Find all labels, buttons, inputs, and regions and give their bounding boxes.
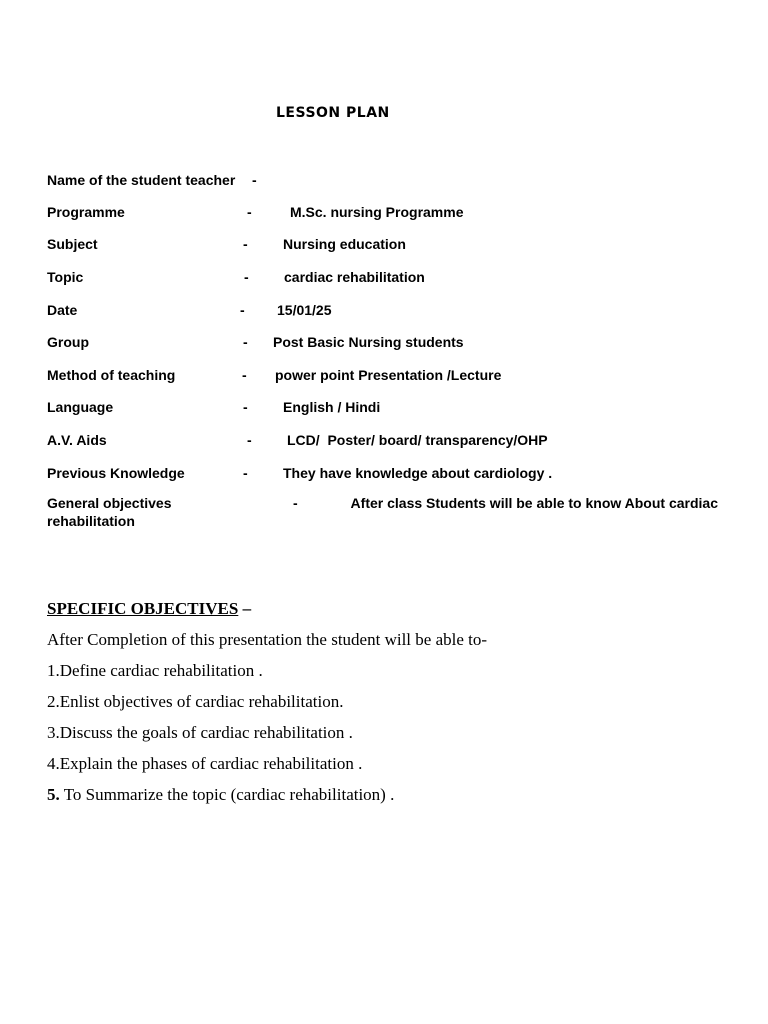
field-row-student-teacher	[0, 172, 768, 192]
field-dash: -	[243, 236, 248, 252]
field-row-method	[0, 367, 768, 387]
field-value: English / Hindi	[283, 399, 381, 415]
field-value-continued: rehabilitation	[47, 513, 135, 529]
field-label: Previous Knowledge	[47, 465, 185, 481]
field-value: After class Students will be able to know About cardiac	[350, 495, 718, 511]
field-row-av-aids	[0, 432, 768, 452]
field-dash: -	[243, 465, 248, 481]
field-value: M.Sc. nursing Programme	[290, 204, 464, 220]
objective-number: 5.	[47, 785, 60, 804]
field-label: Topic	[47, 269, 84, 285]
specific-objectives-heading	[47, 598, 727, 629]
objective-item: 2.Enlist objectives of cardiac rehabilitation.	[47, 692, 344, 711]
field-value: cardiac rehabilitation	[284, 269, 425, 285]
field-label: Subject	[47, 236, 98, 252]
field-dash: -	[243, 399, 248, 415]
objective-text: To Summarize the topic (cardiac rehabilitation) .	[59, 785, 395, 804]
field-label: Language	[47, 399, 114, 415]
field-dash: -	[293, 495, 298, 511]
field-value: power point Presentation /Lecture	[275, 367, 502, 383]
field-row-programme	[0, 204, 768, 224]
field-dash: -	[240, 302, 245, 318]
field-label: Date	[47, 302, 78, 318]
field-row-language	[0, 399, 768, 419]
field-dash: -	[243, 334, 248, 350]
section-heading: SPECIFIC OBJECTIVES	[47, 599, 239, 618]
field-label: Programme	[47, 204, 125, 220]
field-label: A.V. Aids	[47, 432, 107, 448]
field-value: They have knowledge about cardiology .	[283, 465, 553, 481]
field-dash: -	[247, 204, 252, 220]
field-row-date	[0, 302, 768, 322]
field-dash: -	[242, 367, 247, 383]
objective-item	[47, 784, 727, 815]
field-row-general-objectives	[47, 494, 718, 530]
objective-item: 4.Explain the phases of cardiac rehabilitation .	[47, 754, 363, 773]
field-label: Group	[47, 334, 89, 350]
field-row-topic	[0, 269, 768, 289]
field-value: Post Basic Nursing students	[273, 334, 464, 350]
objectives-intro: After Completion of this presentation the student will be able to-	[47, 630, 488, 649]
page-title: LESSON PLAN	[276, 105, 390, 121]
field-label: Method of teaching	[47, 367, 176, 383]
specific-objectives-section	[47, 598, 727, 815]
heading-dash: –	[238, 599, 252, 618]
field-value: LCD/ Poster/ board/ transparency/OHP	[287, 432, 548, 448]
field-row-previous-knowledge	[0, 465, 768, 485]
field-dash: -	[247, 432, 252, 448]
field-dash: -	[252, 172, 257, 188]
field-row-subject	[0, 236, 768, 256]
field-label: Name of the student teacher	[47, 172, 236, 188]
field-dash: -	[244, 269, 249, 285]
field-label: General objectives	[47, 495, 172, 511]
field-value: Nursing education	[283, 236, 406, 252]
objective-item: 1.Define cardiac rehabilitation .	[47, 661, 263, 680]
field-value: 15/01/25	[277, 302, 332, 318]
objective-item: 3.Discuss the goals of cardiac rehabilitation .	[47, 723, 353, 742]
field-row-group	[0, 334, 768, 354]
